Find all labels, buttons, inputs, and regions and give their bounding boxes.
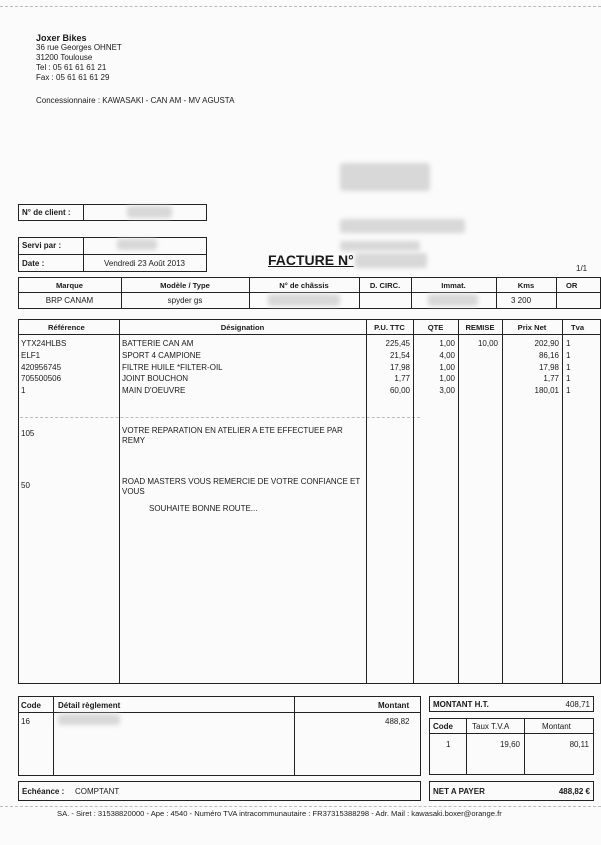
due-value: COMPTANT — [75, 787, 120, 796]
served-by-label: Servi par : — [22, 241, 62, 250]
lines-header-ref: Référence — [48, 323, 85, 332]
scan-artifact-bottom — [0, 806, 601, 807]
column-vat-codes — [566, 338, 570, 397]
table-row-net: 1,77 — [543, 374, 559, 384]
table-row-designation: BATTERIE CAN AM — [122, 339, 194, 348]
vehicle-brand: BRP CANAM — [45, 296, 94, 305]
redacted-chassis — [268, 294, 340, 306]
company-address-2: 31200 Toulouse — [36, 53, 93, 62]
column-references — [21, 338, 66, 397]
table-row-qte: 3,00 — [439, 386, 455, 396]
table-row-net: 86,16 — [538, 350, 559, 360]
lines-header-tva: Tva — [571, 323, 585, 332]
note-2-text — [122, 477, 360, 497]
company-block — [36, 33, 122, 83]
table-row-designation: JOINT BOUCHON — [122, 374, 189, 384]
table-row-net: 180,01 — [534, 386, 559, 396]
redacted-immat — [428, 294, 478, 306]
vehicle-kms: 3 200 — [511, 296, 532, 305]
redacted-payment-detail — [58, 714, 120, 725]
table-row-remise: 10,00 — [477, 339, 498, 348]
note-1-line-2: REMY — [122, 436, 146, 445]
due-label: Echéance : — [22, 787, 65, 796]
table-row-qte: 4,00 — [439, 350, 455, 360]
table-row-qte: 1,00 — [439, 374, 455, 384]
lines-header-pu: P.U. TTC — [374, 323, 405, 332]
vehicle-model: spyder gs — [167, 296, 203, 305]
dealer-line: Concessionnaire : KAWASAKI - CAN AM - MV AGUSTA — [36, 96, 235, 105]
payment-code-label: Code — [21, 701, 41, 710]
note-1-line-1: VOTRE REPARATION EN ATELIER A ETE EFFECTUEE PAR — [122, 426, 343, 435]
table-row-ref: 420956745 — [21, 362, 62, 372]
pay-label: NET A PAYER — [433, 787, 485, 796]
payment-detail-label: Détail règlement — [58, 701, 121, 710]
payment-amount: 488,82 — [385, 717, 410, 726]
lines-header-designation: Désignation — [220, 323, 265, 332]
vat-amount: 80,11 — [569, 740, 589, 749]
table-row-pu: 1,77 — [394, 374, 410, 384]
page-number: 1/1 — [576, 264, 588, 273]
vehicle-header-chassis: N° de châssis — [279, 281, 329, 290]
vat-code-label: Code — [433, 722, 453, 731]
vehicle-header-or: OR — [566, 281, 578, 290]
column-unit-prices — [366, 338, 410, 397]
lines-header-qte: QTE — [427, 323, 444, 332]
note-1-text — [122, 426, 343, 446]
note-1-ref: 105 — [21, 429, 35, 438]
lines-header-remise: REMISE — [465, 323, 495, 332]
table-row-qte: 1,00 — [439, 362, 455, 372]
pay-value: 488,82 € — [558, 787, 590, 796]
footer-legal: SA. - Siret : 31538820000 - Ape : 4540 - Numéro TVA intracommunautaire : FR37315388298 - Adr. Mail : kawasaki.boxer@orange.fr — [57, 809, 502, 818]
company-fax: Fax : 05 61 61 61 29 — [36, 73, 110, 82]
table-row-ref: 1 — [21, 386, 26, 396]
ht-value: 408,71 — [565, 700, 590, 709]
table-row-pu: 225,45 — [385, 339, 410, 348]
redacted-customer-name — [340, 163, 430, 191]
vehicle-header-kms: Kms — [517, 281, 535, 290]
note-2-line-2: VOUS — [122, 487, 145, 496]
table-row-net: 17,98 — [538, 362, 559, 372]
ht-label: MONTANT H.T. — [433, 700, 489, 709]
table-row-tva: 1 — [566, 362, 571, 372]
redacted-client-number — [127, 206, 172, 218]
vat-amount-label: Montant — [542, 722, 571, 731]
note-2-line-1: ROAD MASTERS VOUS REMERCIE DE VOTRE CONFIANCE ET — [122, 477, 361, 486]
table-row-pu: 60,00 — [389, 386, 410, 396]
column-net-prices — [502, 338, 559, 397]
company-name: Joxer Bikes — [36, 33, 87, 43]
table-row-ref: YTX24HLBS — [21, 339, 67, 348]
redacted-invoice-number — [355, 253, 427, 268]
date-label: Date : — [22, 259, 45, 268]
vehicle-header-model: Modèle / Type — [160, 281, 210, 290]
table-row-tva: 1 — [566, 339, 571, 348]
vehicle-header-brand: Marque — [55, 281, 83, 290]
vehicle-header-circ: D. CIRC. — [369, 281, 401, 290]
table-row-ref: 705500506 — [21, 374, 62, 384]
table-row-ref: ELF1 — [21, 350, 41, 360]
table-row-designation: FILTRE HUILE *FILTER-OIL — [122, 362, 223, 372]
vat-rate: 19,60 — [499, 740, 520, 749]
table-row-pu: 17,98 — [389, 362, 410, 372]
company-tel: Tel : 05 61 61 61 21 — [36, 63, 107, 72]
lines-header-net: Prix Net — [517, 323, 547, 332]
table-row-pu: 21,54 — [389, 350, 410, 360]
payment-amount-label: Montant — [378, 701, 410, 710]
column-designations — [122, 338, 223, 397]
date-value: Vendredi 23 Août 2013 — [104, 259, 185, 268]
vehicle-header-immat: Immat. — [441, 281, 466, 290]
redacted-customer-address — [340, 219, 465, 233]
column-discounts — [458, 338, 498, 350]
table-row-tva: 1 — [566, 350, 571, 360]
scan-artifact-top — [0, 6, 601, 7]
company-address-1: 36 rue Georges OHNET — [36, 43, 122, 52]
table-row-tva: 1 — [566, 374, 571, 384]
table-row-designation: MAIN D'OEUVRE — [122, 386, 186, 396]
note-2-line-3: SOUHAITE BONNE ROUTE... — [149, 504, 258, 513]
payment-code: 16 — [21, 717, 30, 726]
client-number-label: N° de client : — [22, 208, 71, 217]
redacted-customer-city — [340, 241, 420, 251]
invoice-title: FACTURE N° — [268, 252, 354, 268]
vat-code: 1 — [446, 740, 451, 749]
table-row-net: 202,90 — [534, 339, 559, 348]
table-row-qte: 1,00 — [439, 339, 455, 348]
redacted-served-by — [117, 239, 157, 250]
vat-rate-label: Taux T.V.A — [472, 722, 510, 731]
table-row-tva: 1 — [566, 386, 571, 396]
table-row-designation: SPORT 4 CAMPIONE — [122, 350, 201, 360]
note-2-ref: 50 — [21, 481, 30, 490]
column-quantities — [413, 338, 455, 397]
